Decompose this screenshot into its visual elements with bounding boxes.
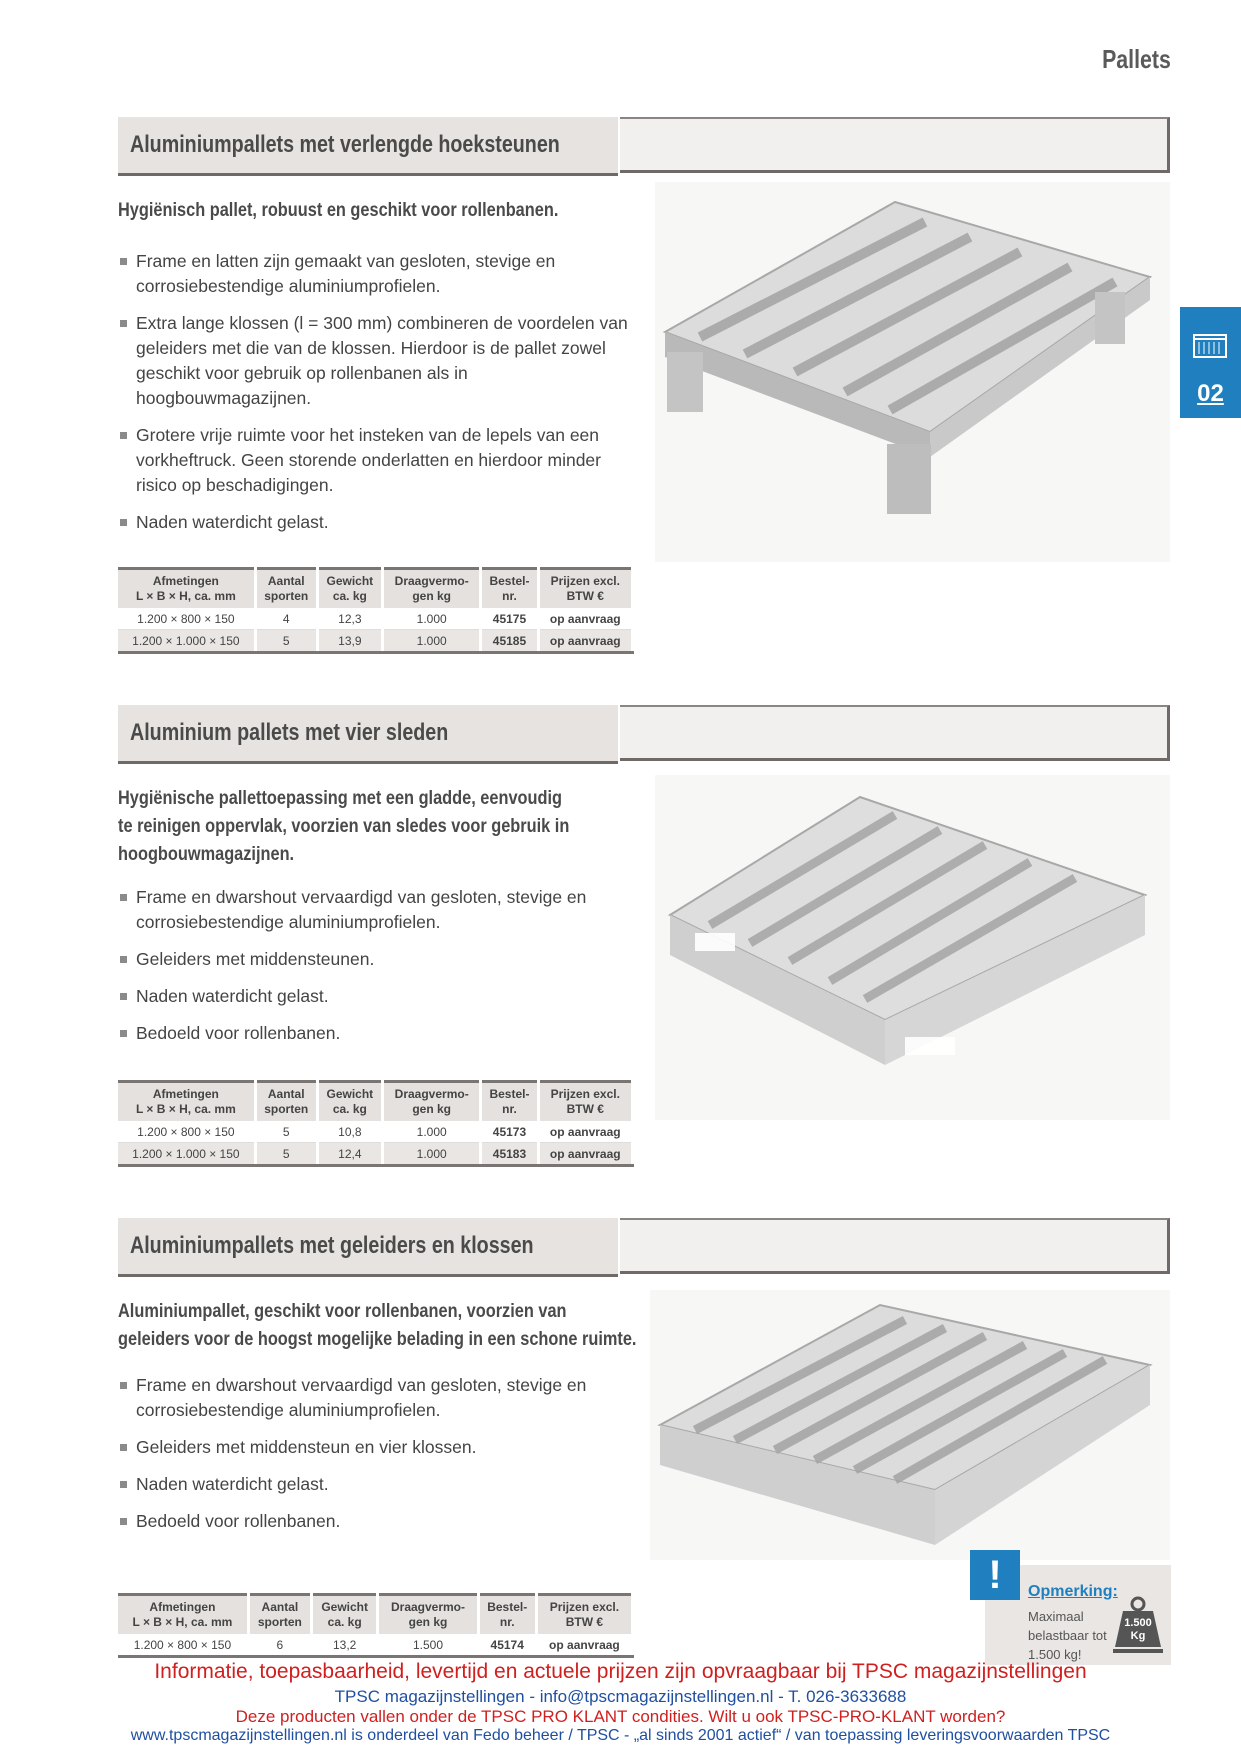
pallet-image [655, 182, 1170, 562]
pallet-image [655, 775, 1170, 1120]
footer-pro-klant: Deze producten vallen onder de TPSC PRO KLANT condities. Wilt u ook TPSC-PRO-KLANT worden? [235, 1707, 1006, 1726]
section-intro: Hygiënisch pallet, robuust en geschikt voor rollenbanen. [118, 200, 559, 221]
feature-list [118, 249, 638, 547]
pallet-photo [650, 1290, 1170, 1560]
chapter-tab[interactable] [1180, 307, 1241, 418]
note-text: Maximaal belastbaar tot 1.500 kg! [1028, 1609, 1107, 1662]
table-header: Afmetingen L × B × H, ca. mm Aantal sporten Gewicht ca. kg Draagvermo- gen kg Bestel- nr. Prijzen excl. BTW € [118, 1595, 633, 1635]
list-item: Geleiders met middensteunen. [118, 947, 638, 972]
spec-table [118, 1080, 634, 1167]
section-title: Aluminium pallets met vier sleden [130, 719, 449, 746]
table-header: Afmetingen L × B × H, ca. mm Aantal sporten Gewicht ca. kg Draagvermo- gen kg Bestel- nr. Prijzen excl. BTW € [118, 1082, 633, 1122]
pallet-photo [655, 775, 1170, 1120]
feature-list [118, 1373, 638, 1546]
list-item: Frame en dwarshout vervaardigd van gesloten, stevige en corrosiebestendige aluminiumprofielen. [118, 1373, 638, 1423]
section-intro: Aluminiumpallet, geschikt voor rollenbanen, voorzien van geleiders voor de hoogst mogelijke belading in een schone ruimte. [118, 1301, 637, 1350]
section-verlengde-hoeksteunen [118, 117, 1170, 648]
footer-info: Informatie, toepasbaarheid, levertijd en actuele prijzen zijn opvraagbaar bij TPSC magazijnstellingen [154, 1660, 1087, 1683]
table-row: 1.200 × 1.000 × 150 5 12,4 1.000 45183 op aanvraag [118, 1143, 633, 1166]
section-title: Aluminiumpallets met geleiders en klossen [130, 1232, 534, 1259]
spec-table [118, 1593, 634, 1658]
list-item: Frame en latten zijn gemaakt van gesloten, stevige en corrosiebestendige aluminiumprofielen. [118, 249, 638, 299]
crate-icon [1190, 329, 1230, 363]
table-row: 1.200 × 800 × 150 6 13,2 1.500 45174 op aanvraag [118, 1634, 633, 1657]
footer-website[interactable]: www.tpscmagazijnstellingen.nl is onderdeel van Fedo beheer / TPSC - „al sinds 2001 actief“ / van toepassing leveringsvoorwaarden TPSC [130, 1727, 1111, 1744]
section-header [118, 1218, 1170, 1278]
spec-table [118, 567, 634, 654]
exclamation-icon: ! [970, 1550, 1020, 1600]
note-heading: Opmerking: [1028, 1583, 1118, 1600]
list-item: Extra lange klossen (l = 300 mm) combineren de voordelen van geleiders met die van de klossen. Hierdoor is de pallet zowel geschikt voor gebruik op rollenbanen als in hoogbouwmagazijnen. [118, 311, 638, 411]
weight-badge: 1.500 Kg [1124, 1617, 1152, 1642]
list-item: Naden waterdicht gelast. [118, 984, 638, 1009]
table-row: 1.200 × 1.000 × 150 5 13,9 1.000 45185 op aanvraag [118, 630, 633, 653]
page-title: Pallets [1102, 44, 1171, 74]
list-item: Geleiders met middensteun en vier klossen. [118, 1435, 638, 1460]
section-title: Aluminiumpallets met verlengde hoeksteunen [130, 131, 560, 158]
section-intro: Hygiënische pallettoepassing met een gladde, eenvoudig te reinigen oppervlak, voorzien van sledes voor gebruik in hoogbouwmagazijnen. [118, 788, 570, 865]
section-vier-sleden [118, 705, 1170, 1161]
section-header [118, 705, 1170, 765]
list-item: Frame en dwarshout vervaardigd van gesloten, stevige en corrosiebestendige aluminiumprofielen. [118, 885, 638, 935]
list-item: Naden waterdicht gelast. [118, 510, 638, 535]
feature-list [118, 885, 638, 1058]
list-item: Naden waterdicht gelast. [118, 1472, 638, 1497]
weight-icon [1113, 1595, 1163, 1655]
note-box [985, 1553, 1171, 1665]
pallet-image [650, 1290, 1170, 1560]
footer-contact[interactable]: TPSC magazijnstellingen - info@tpscmagazijnstellingen.nl - T. 026-3633688 [334, 1687, 907, 1706]
chapter-number: 02 [1197, 380, 1224, 407]
table-header: Afmetingen L × B × H, ca. mm Aantal sporten Gewicht ca. kg Draagvermo- gen kg Bestel- nr. Prijzen excl. BTW € [118, 569, 633, 609]
list-item: Grotere vrije ruimte voor het insteken van de lepels van een vorkheftruck. Geen storende onderlatten en hierdoor minder risico op beschadigingen. [118, 423, 638, 498]
table-row: 1.200 × 800 × 150 4 12,3 1.000 45175 op aanvraag [118, 608, 633, 630]
section-header [118, 117, 1170, 177]
table-row: 1.200 × 800 × 150 5 10,8 1.000 45173 op aanvraag [118, 1121, 633, 1143]
pallet-photo [655, 182, 1170, 562]
list-item: Bedoeld voor rollenbanen. [118, 1021, 638, 1046]
list-item: Bedoeld voor rollenbanen. [118, 1509, 638, 1534]
